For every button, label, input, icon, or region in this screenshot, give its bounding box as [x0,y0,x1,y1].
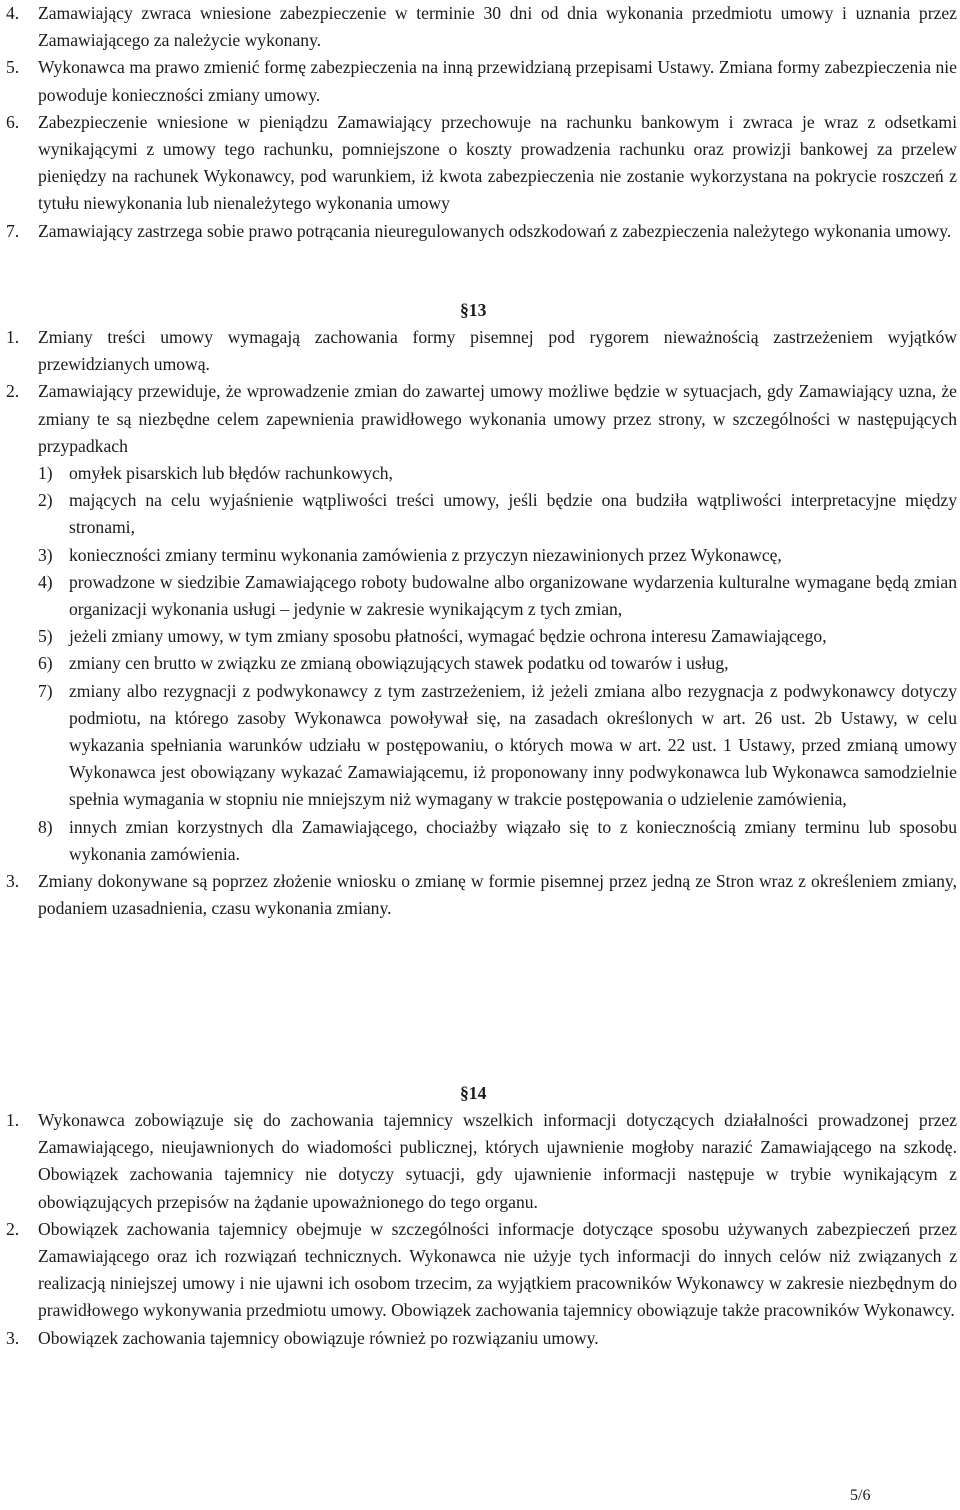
subitem-text: zmiany albo rezygnacji z podwykonawcy z tym zastrzeżeniem, iż jeżeli zmiana albo rezygnacja z podwykonawcy dotyczy podmiotu, na którego zasoby Wykonawca powoływał się, na zasadach określonych w art. 26 ust. 2b Ustawy, w celu wykazania spełniania warunków udziału w postępowaniu, o których mowa w art. 22 ust. 1 Ustawy, przed zmianą umowy Wykonawca jest obowiązany wykazać Zamawiającemu, iż proponowany inny podwykonawca lub Wykonawca samodzielnie spełnia wymagania w stopniu nie mniejszym niż wymagany w trakcie postępowania o udzielenie zamówienia, [69,680,957,810]
item-number: 4. [6,3,20,23]
item-text: Obowiązek zachowania tajemnicy obowiązuje również po rozwiązaniu umowy. [38,1327,599,1348]
s14-item-2 [0,1216,957,1325]
section-number: 14 [468,1083,487,1103]
s13-item-3 [0,868,957,922]
item-text: Zmiany dokonywane są poprzez złożenie wniosku o zmianę w formie pisemnej przez jedną ze Stron wraz z określeniem zmiany, podaniem uzasadnienia, czasu wykonania zmiany. [38,871,957,919]
s13-subitem-5 [0,623,957,650]
item-6 [0,109,957,218]
section-security-items [0,0,957,245]
item-text: Zabezpieczenie wniesione w pieniądzu Zamawiający przechowuje na rachunku bankowym i zwraca je wraz z odsetkami wynikającymi z umowy tego rachunku, pomniejszone o koszty prowadzenia rachunku oraz prowizji bankowej za przelew pieniędzy na rachunek Wykonawcy, pod warunkiem, iż kwota zabezpieczenia nie zostanie wykorzystana na pokrycie roszczeń z tytułu niewykonania lub nienależytego wykonania umowy [38,111,957,214]
subitem-number: 6) [38,653,53,674]
subitem-number: 7) [38,680,53,701]
paragraph-mark: § [460,300,469,320]
item-4 [0,0,957,54]
item-text: Obowiązek zachowania tajemnicy obejmuje w szczególności informacje dotyczące sposobu używanych zabezpieczeń przez Zamawiającego oraz ich rozwiązań technicznych. Wykonawca nie użyje tych informacji do innych celów niż związanych z realizacją niniejszej umowy i nie ujawni ich osobom trzecim, za wyjątkiem pracowników Wykonawcy w zakresie niezbędnym do prawidłowego wykonywania przedmiotu umowy. Obowiązek zachowania tajemnicy obowiązuje także pracowników Wykonawcy. [38,1218,957,1321]
item-number: 2. [6,1218,20,1239]
s13-subitem-7 [0,678,957,814]
item-number: 3. [6,871,20,892]
item-number: 1. [6,1110,20,1130]
subitem-number: 8) [38,816,53,837]
s13-subitem-6 [0,650,957,677]
section-13-heading [460,297,520,324]
item-number: 6. [6,111,20,132]
subitem-number: 5) [38,626,53,647]
item-text: Wykonawca ma prawo zmienić formę zabezpieczenia na inną przewidzianą przepisami Ustawy. Zmiana formy zabezpieczenia nie powoduje konieczności zmiany umowy. [38,57,957,105]
item-7 [0,218,957,245]
item-text: Zmiany treści umowy wymagają zachowania formy pisemnej pod rygorem nieważnością zastrzeżeniem wyjątków przewidzianych umową. [38,327,957,375]
item-number: 5. [6,57,20,78]
item-number: 2. [6,381,20,402]
item-number: 3. [6,1327,20,1348]
s13-item-1 [0,324,957,378]
subitem-number: 2) [38,490,53,511]
subitem-text: konieczności zmiany terminu wykonania zamówienia z przyczyn niezawinionych przez Wykonawcę, [69,544,782,565]
section-13-body [0,324,957,922]
subitem-text: zmiany cen brutto w związku ze zmianą obowiązujących stawek podatku od towarów i usług, [69,653,729,674]
subitem-number: 1) [38,463,53,484]
s14-item-3 [0,1325,957,1352]
s13-subitem-4 [0,569,957,623]
section-number: 13 [468,300,487,320]
section-14-body [0,1107,957,1352]
subitem-text: prowadzone w siedzibie Zamawiającego roboty budowalne albo organizowane wydarzenia kulturalne wymagane będą zmian organizacji wykonania usługi – jedynie w zakresie wynikającym z tych zmian, [69,571,957,620]
subitem-text: jeżeli zmiany umowy, w tym zmiany sposobu płatności, wymagać będzie ochrona interesu Zamawiającego, [69,626,827,647]
subitem-text: innych zmian korzystnych dla Zamawiającego, chociażby wiązało się to z koniecznością zmiany terminu lub sposobu wykonania zamówienia. [69,816,957,864]
subitem-number: 4) [38,571,53,592]
item-text: Zamawiający przewiduje, że wprowadzenie zmian do zawartej umowy możliwe będzie w sytuacjach, gdy Zamawiający uzna, że zmiany te są niezbędne celem zapewnienia prawidłowego wykonania umowy przez strony, w szczególności w następujących przypadkach [38,381,957,456]
paragraph-mark: § [460,1083,469,1103]
s14-item-1 [0,1107,957,1216]
s13-subitem-1 [0,460,957,487]
subitem-text: mających na celu wyjaśnienie wątpliwości treści umowy, jeśli będzie ona budziła wątpliwości interpretacyjne między stronami, [69,490,957,538]
page-number: 5/6 [850,1487,871,1504]
s13-subitem-2 [0,487,957,541]
item-text: Zamawiający zwraca wniesione zabezpieczenie w terminie 30 dni od dnia wykonania przedmiotu umowy i uznania przez Zamawiającego za należycie wykonany. [38,3,957,51]
subitem-text: omyłek pisarskich lub błędów rachunkowych, [69,463,393,484]
s13-subitem-3 [0,542,957,569]
section-14-heading [460,1080,520,1107]
item-5 [0,54,957,108]
item-number: 7. [6,220,20,241]
s13-subitem-8 [0,814,957,868]
s13-item-2 [0,378,957,460]
item-number: 1. [6,327,20,347]
item-text: Wykonawca zobowiązuje się do zachowania tajemnicy wszelkich informacji dotyczących działalności prowadzonej przez Zamawiającego, nieujawnionych do wiadomości publicznej, których ujawnienie mogłoby narazić Zamawiającego na szkodę. Obowiązek zachowania tajemnicy nie dotyczy sytuacji, gdy ujawnienie informacji następuje w trybie wynikającym z obowiązujących przepisów na żądanie upoważnionego do tego organu. [38,1110,957,1212]
subitem-number: 3) [38,544,53,565]
item-text: Zamawiający zastrzega sobie prawo potrącania nieuregulowanych odszkodowań z zabezpieczenia należytego wykonania umowy. [38,220,952,241]
